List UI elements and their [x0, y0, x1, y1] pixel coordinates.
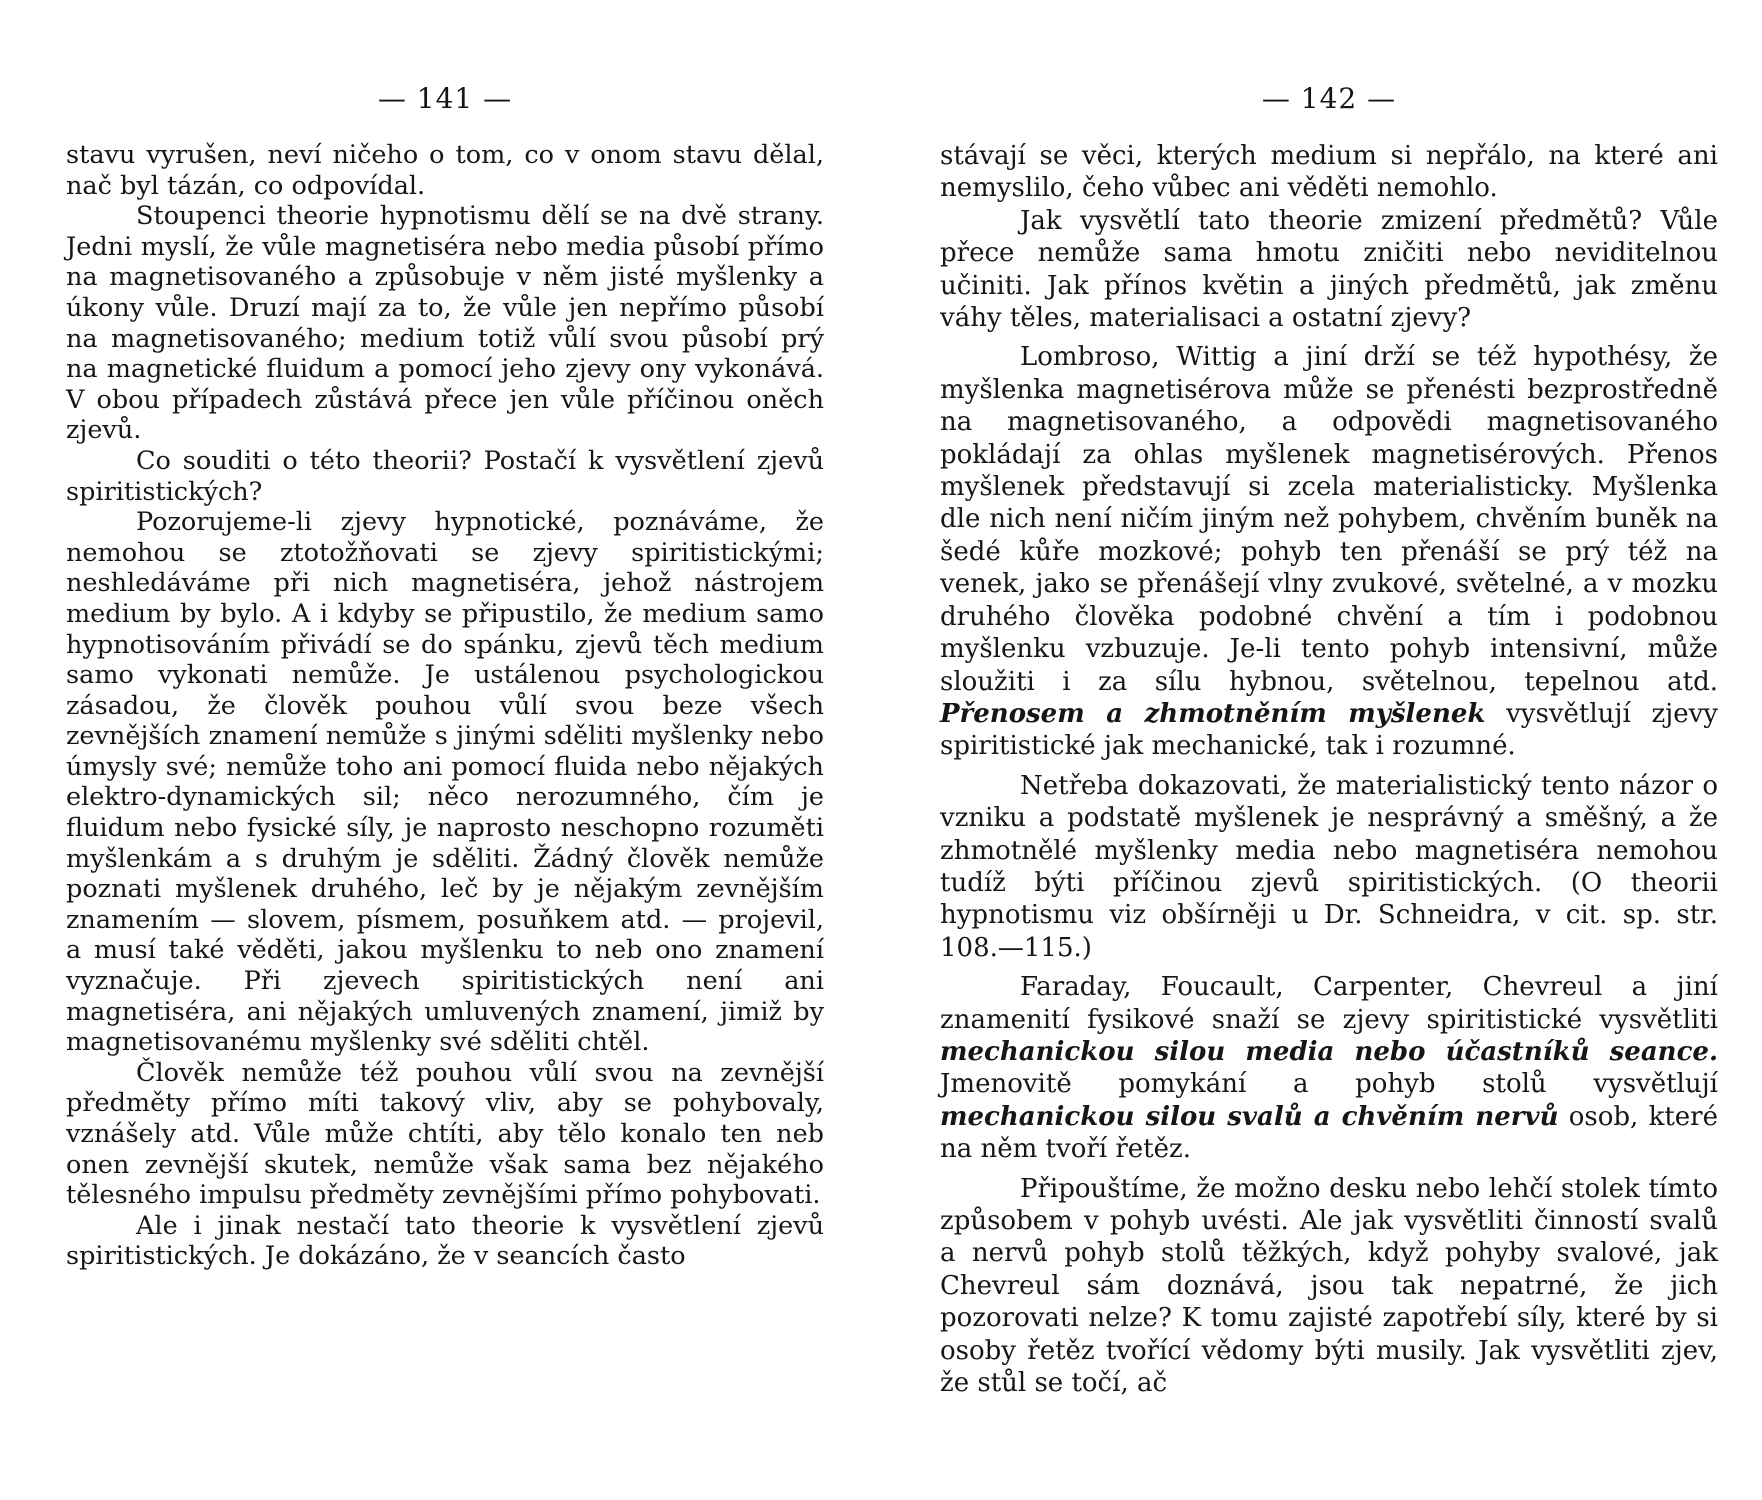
paragraph — [66, 446, 824, 507]
paragraph — [940, 140, 1718, 205]
paragraph — [940, 341, 1718, 762]
text-span: Stoupenci theorie hypnotismu dělí se na dvě strany. Jedni myslí, že vůle magnetiséra nebo media působí přímo na magnetisovaného a způsobuje v něm jisté myšlenky a úkony vůle. Druzí mají za to, že vůle jen nepřímo působí na magnetisovaného; medium totiž vůlí svou působí prý na magnetické fluidum a pomocí jeho zjevy ony vykonává. V obou případech zůstává přece jen vůle příčinou oněch zjevů. — [66, 201, 824, 446]
text-span: Faraday, Foucault, Carpenter, Chevreul a jiní znamenití fysikové snaží se zjevy spiritistické vysvětliti — [940, 972, 1718, 1035]
paragraph — [66, 201, 824, 446]
page-number: — 142 — — [1261, 82, 1397, 115]
page-text — [940, 140, 1718, 1399]
paragraph — [66, 1058, 824, 1211]
text-span: osob, které na něm tvoří řetěz. — [940, 1101, 1718, 1165]
text-span: Co souditi o této theorii? Postačí k vysvětlení zjevů spiritistických? — [66, 445, 824, 507]
text-span: Připouštíme, že možno desku nebo lehčí stolek tímto způsobem v pohyb uvésti. Ale jak vysvětliti činností svalů a nervů pohyb stolů těžkých, když pohyby svalové, jak Chevreul sám doznává, jsou tak nepatrné, že jich pozorovati nelze? K tomu zajisté zapotřebí síly, které by si osoby řetěz tvořící vědomy býti musily. Jak vysvětliti zjev, že stůl se točí, ač — [940, 1173, 1718, 1399]
emphasized-text: Přenosem a zhmotněním myšlenek — [940, 698, 1486, 729]
text-span: Jak vysvětlí tato theorie zmizení předmětů? Vůle přece nemůže sama hmotu zničiti nebo neviditelnou učiniti. Jak přínos květin a jiných předmětů, jak změnu váhy těles, materialisaci a ostatní zjevy? — [940, 205, 1718, 334]
paragraph — [66, 507, 824, 1058]
paragraph — [940, 1173, 1718, 1400]
text-span: stávají se věci, kterých medium si nepřálo, na které ani nemyslilo, čeho vůbec ani věděti nemohlo. — [940, 141, 1718, 204]
text-span: Netřeba dokazovati, že materialistický tento názor o vzniku a podstatě myšlenek je nesprávný a směšný, a že zhmotnělé myšlenky media nebo magnetiséra nemohou tudíž býti příčinou zjevů spiritistických. (O theorii hypnotismu viz obšírněji u Dr. Schneidra, v cit. sp. str. 108.—115.) — [940, 770, 1718, 963]
text-span: Ale i jinak nestačí tato theorie k vysvětlení zjevů spiritistických. Je dokázáno, že v seancích často — [66, 1210, 824, 1272]
page-number: — 141 — — [377, 82, 513, 115]
paragraph — [940, 205, 1718, 335]
paragraph — [940, 971, 1718, 1165]
right-page — [940, 0, 1718, 1500]
left-page — [66, 0, 824, 1500]
text-span: Lombroso, Wittig a jiní drží se též hypothésy, že myšlenka magnetisérova může se přenésti bezprostředně na magnetisovaného, a odpovědi magnetisovaného pokládají za ohlas myšlenek magnetisérových. Přenos myšlenek představují si zcela materialisticky. Myšlenka dle nich není ničím jiným než pohybem, chvěním buněk na šedé kůře mozkové; pohyb ten přenáší se prý též na venek, jako se přenášejí vlny zvukové, světelné, a v mozku druhého člověka podobné chvění a tím i podobnou myšlenku vzbuzuje. Je-li tento pohyb intensivní, může sloužiti i za sílu hybnou, světelnou, tepelnou atd. — [940, 342, 1718, 697]
text-span: Pozorujeme-li zjevy hypnotické, poznáváme, že nemohou se ztotožňovati se zjevy spiritistickými; neshledáváme při nich magnetiséra, jehož nástrojem medium by bylo. A i kdyby se připustilo, že medium samo hypnotisováním přivádí se do spánku, zjevů těch medium samo vykonati nemůže. Je ustálenou psychologickou zásadou, že člověk pouhou vůlí svou beze všech zevnějších znamení nemůže s jinými sděliti myšlenky nebo úmysly své; nemůže toho ani pomocí fluida nebo nějakých elektro-dynamických sil; něco nerozumného, čím je fluidum nebo fysické síly, je naprosto neschopno rozuměti myšlenkám a s druhým je sděliti. Žádný člověk nemůže poznati myšlenek druhého, leč by je nějakým zevnějším znamením — slovem, písmem, posuňkem atd. — projevil, a musí také věděti, jakou myšlenku to neb ono znamení vyznačuje. Při zjevech spiritistických není ani magnetiséra, ani nějakých umluvených znamení, jimiž by magnetisovanému myšlenky své sděliti chtěl. — [66, 507, 824, 1058]
emphasized-text: mechanickou silou media nebo účastníků seance. — [940, 1036, 1718, 1067]
paragraph — [940, 770, 1718, 964]
text-span: stavu vyrušen, neví ničeho o tom, co v onom stavu dělal, nač byl tázán, co odpovídal. — [66, 140, 824, 201]
paragraph — [66, 140, 824, 201]
text-span: vysvětlují zjevy spiritistické jak mechanické, tak i rozumné. — [940, 698, 1718, 762]
emphasized-text: mechanickou silou svalů a chvěním nervů — [940, 1101, 1559, 1132]
paragraph — [66, 1211, 824, 1272]
text-span: Člověk nemůže též pouhou vůlí svou na zevnější předměty přímo míti takový vliv, aby se pohybovaly, vznášely atd. Vůle může chtíti, aby tělo konalo ten neb onen zevnější skutek, nemůže však sama bez nějakého tělesného impulsu předměty zevnějšími přímo pohybovati. — [66, 1057, 824, 1211]
page-text — [66, 140, 824, 1272]
text-span: Jmenovitě pomykání a pohyb stolů vysvětlují — [940, 1069, 1718, 1100]
